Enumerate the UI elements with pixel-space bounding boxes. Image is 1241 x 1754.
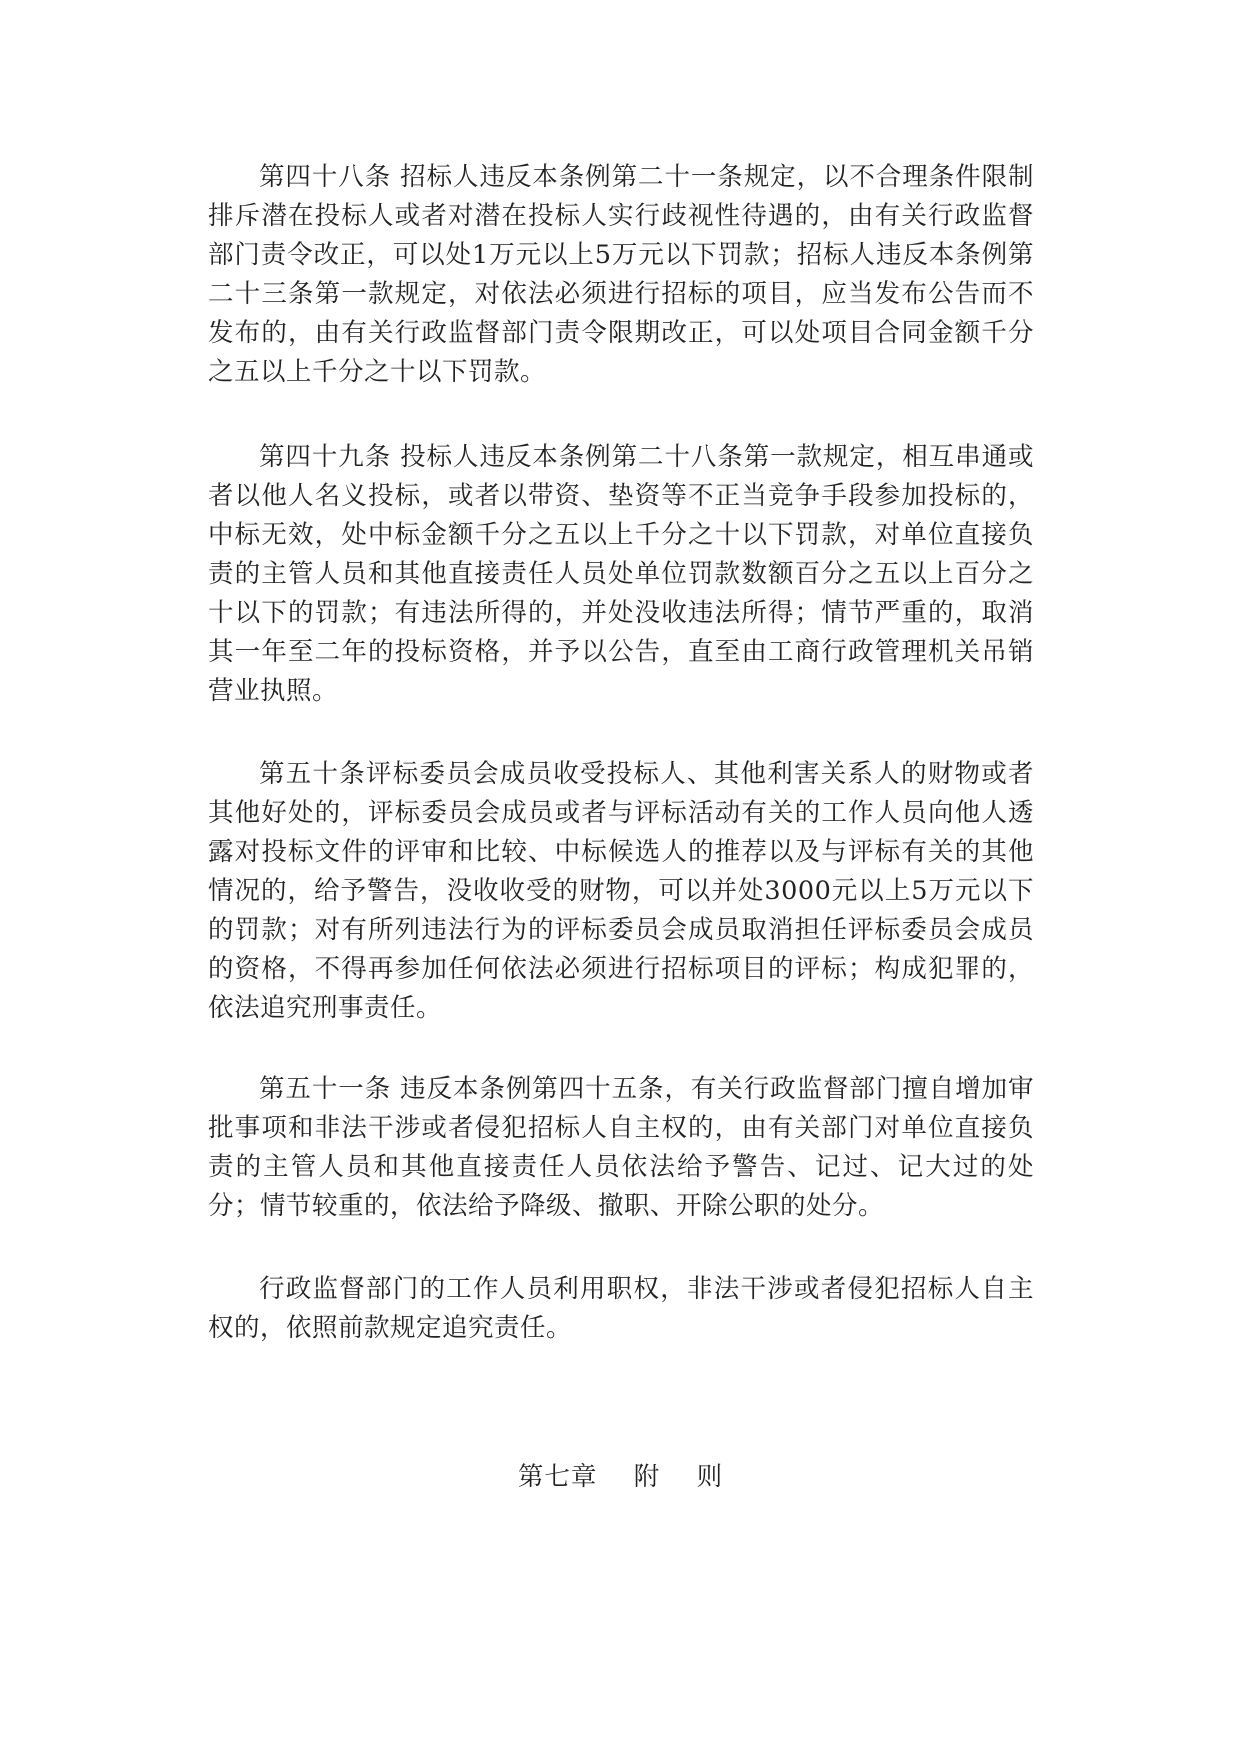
article-48-paragraph: 第四十八条 招标人违反本条例第二十一条规定，以不合理条件限制排斥潜在投标人或者对潜在投标人实行歧视性待遇的，由有关行政监督部门责令改正，可以处1万元以上5万元以下罚款；招标人违反本条例第二十三条第一款规定，对依法必须进行招标的项目，应当发布公告而不发布的，由有关行政监督部门责令限期改正，可以处项目合同金额千分之五以上千分之十以下罚款。	[208, 162, 1034, 387]
chapter-heading: 第七章 附 则	[517, 1462, 724, 1492]
article-49-paragraph: 第四十九条 投标人违反本条例第二十八条第一款规定，相互串通或者以他人名义投标，或者以带资、垫资等不正当竞争手段参加投标的，中标无效，处中标金额千分之五以上千分之十以下罚款，对单位直接负责的主管人员和其他直接责任人员处单位罚款数额百分之五以上百分之十以下的罚款；有违法所得的，并处没收违法所得；情节严重的，取消其一年至二年的投标资格，并予以公告，直至由工商行政管理机关吊销营业执照。	[208, 442, 1034, 706]
article-51-paragraph: 第五十一条 违反本条例第四十五条，有关行政监督部门擅自增加审批事项和非法干涉或者侵犯招标人自主权的，由有关部门对单位直接负责的主管人员和其他直接责任人员依法给予警告、记过、记大过的处分；情节较重的，依法给予降级、撤职、开除公职的处分。	[208, 1074, 1034, 1221]
supplementary-paragraph: 行政监督部门的工作人员利用职权，非法干涉或者侵犯招标人自主权的，依照前款规定追究责任。	[208, 1274, 1034, 1343]
article-50-paragraph: 第五十条评标委员会成员收受投标人、其他利害关系人的财物或者其他好处的，评标委员会成员或者与评标活动有关的工作人员向他人透露对投标文件的评审和比较、中标候选人的推荐以及与评标有关的其他情况的，给予警告，没收收受的财物，可以并处3000元以上5万元以下的罚款；对有所列违法行为的评标委员会成员取消担任评标委员会成员的资格，不得再参加任何依法必须进行招标项目的评标；构成犯罪的，依法追究刑事责任。	[208, 759, 1034, 1023]
